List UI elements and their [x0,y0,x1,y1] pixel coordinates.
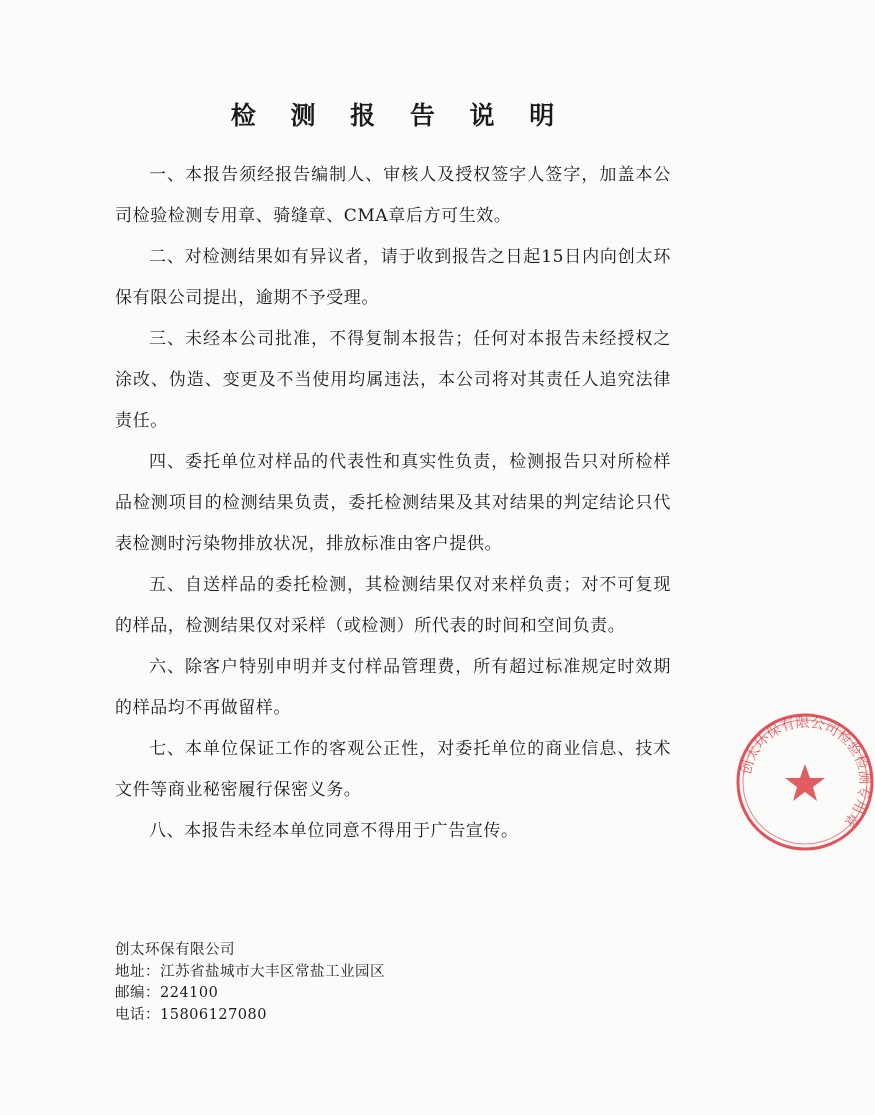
clause-6: 六、除客户特别申明并支付样品管理费，所有超过标准规定时效期的样品均不再做留样。 [115,657,671,718]
seal-star-icon [785,764,825,801]
company-phone: 电话：15806127080 [115,1006,267,1023]
company-postcode: 邮编：224100 [115,985,219,1001]
clause-4: 四、委托单位对样品的代表性和真实性负责，检测报告只对所检样品检测项目的检测结果负责，委托检测结果及其对结果的判定结论只代表检测时污染物排放状况，排放标准由客户提供。 [115,452,671,554]
page-title: 检 测 报 告 说 明 [230,101,568,130]
clause-5: 五、自送样品的委托检测，其检测结果仅对来样负责；对不可复现的样品，检测结果仅对采样（或检测）所代表的时间和空间负责。 [115,575,671,636]
clause-8: 八、本报告未经本单位同意不得用于广告宣传。 [149,821,519,841]
company-contact-block [115,940,535,1026]
company-seal-stamp [735,712,875,852]
company-name: 创太环保有限公司 [115,942,235,958]
clause-list [115,155,671,852]
clause-2: 二、对检测结果如有异议者，请于收到报告之日起15日内向创太环保有限公司提出，逾期不予受理。 [115,247,671,308]
clause-3: 三、未经本公司批准，不得复制本报告；任何对本报告未经授权之涂改、伪造、变更及不当使用均属违法，本公司将对其责任人追究法律责任。 [115,329,671,431]
clause-1: 一、本报告须经报告编制人、审核人及授权签字人签字，加盖本公司检验检测专用章、骑缝章、CMA章后方可生效。 [115,165,671,226]
company-address: 地址：江苏省盐城市大丰区常盐工业园区 [115,963,385,980]
seal-text-path: 创太环保有限公司检验检测专用章 [738,714,873,830]
clause-7: 七、本单位保证工作的客观公正性，对委托单位的商业信息、技术文件等商业秘密履行保密义务。 [115,739,671,800]
